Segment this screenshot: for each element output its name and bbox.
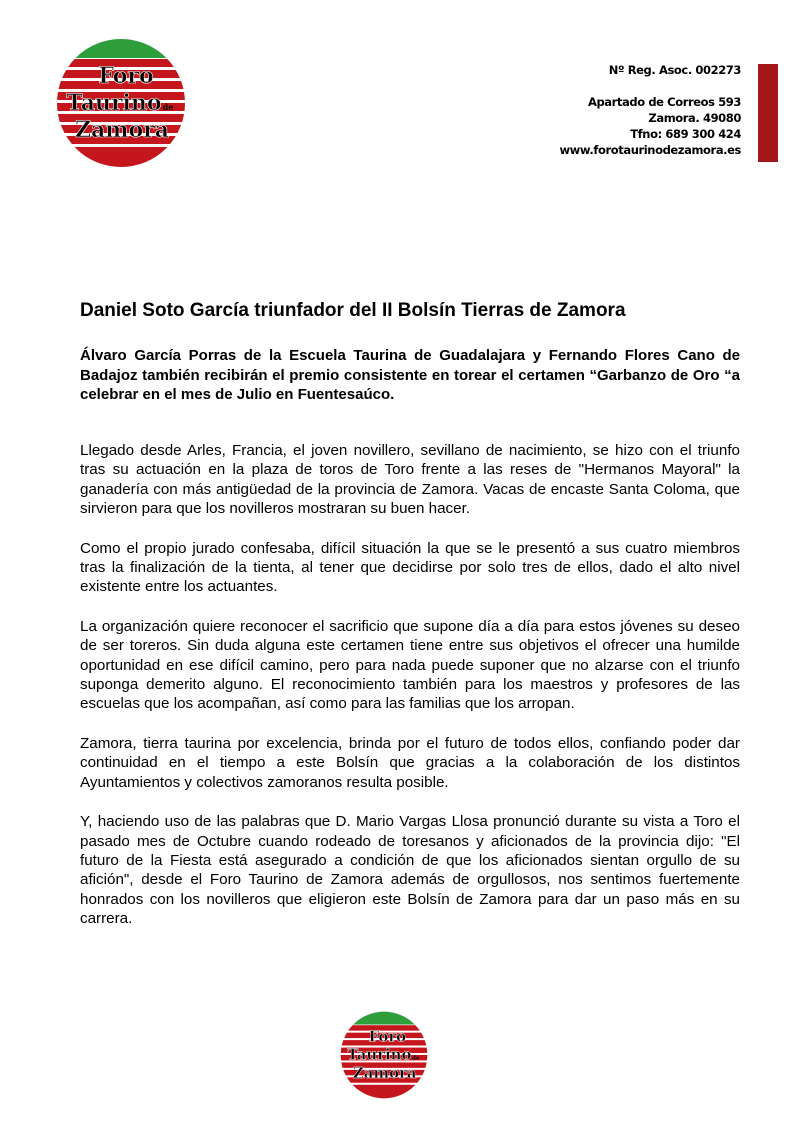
logo-footer-line3: Zamora (352, 1064, 417, 1083)
article-paragraph: La organización quiere reconocer el sacrificio que supone día a día para estos jóvenes su deseo de ser toreros. Sin duda alguna este certamen tiene entre sus objetivos el ofrecer una humilde oportunidad en ese difícil camino, pero para nada puede suponer que no alzarse con el triunfo suponga demerito alguno. El reconocimiento también para los maestros y profesores de las escuelas que los acompañan, así como para las familias que los arropan. (80, 617, 740, 713)
article-paragraph: Llegado desde Arles, Francia, el joven novillero, sevillano de nacimiento, se hizo con el triunfo tras su actuación en la plaza de toros de Toro frente a las reses de "Hermanos Mayoral" la ganadería con más antigüedad de la provincia de Zamora. Vacas de encaste Santa Coloma, que sirvieron para que los novilleros mostraran su buen hacer. (80, 442, 740, 518)
logo-line2-suffix: de (162, 102, 174, 112)
accent-side-bar (758, 64, 778, 162)
website-link[interactable]: www.forotaurinodezamora.es (559, 143, 741, 157)
logo-footer-line2-suffix: de (412, 1055, 420, 1062)
contact-info (559, 62, 741, 158)
logo-line2: Taurino (66, 90, 162, 116)
logo-footer-line2: Taurino (347, 1045, 412, 1064)
article-title: Daniel Soto García triunfador del II Bolsín Tierras de Zamora (80, 300, 626, 321)
postal-address: Apartado de Correos 593 (587, 95, 741, 109)
logo-footer-line1: Foro (368, 1027, 407, 1046)
logo-emblem (56, 38, 186, 168)
article-paragraph: Y, haciendo uso de las palabras que D. Mario Vargas Llosa pronunció durante su vista a Toro el pasado mes de Octubre cuando rodeado de toresanos y aficionados de la provincia dijo: "El futuro de la Fiesta está asegurado a condición de que los aficionados sientan orgullo de su afición", desde el Foro Taurino de Zamora además de orgullosos, nos sentimos fuertemente honrados con los novilleros que eligieron este Bolsín de Zamora para dar un paso más en su carrera. (80, 813, 740, 928)
logo-line1: Foro (98, 63, 154, 89)
phone-number: Tfno: 689 300 424 (630, 127, 741, 141)
article-body (80, 441, 740, 949)
article-paragraph: Como el propio jurado confesaba, difícil situación la que se le presentó a sus cuatro miembros tras la finalización de la tienta, al tener que decidirse por solo tres de ellos, dado el alto nivel existente entre los actuantes. (80, 539, 740, 596)
foro-taurino-logo (56, 38, 186, 168)
article-subtitle: Álvaro García Porras de la Escuela Taurina de Guadalajara y Fernando Flores Cano de Badajoz también recibirán el premio consistente en torear el certamen “Garbanzo de Oro “a celebrar en el mes de Julio en Fuentesaúco. (80, 347, 740, 403)
foro-taurino-logo-footer (340, 1011, 428, 1099)
city-postcode: Zamora. 49080 (648, 111, 741, 125)
logo-line3: Zamora (74, 117, 170, 143)
registration-number: Nº Reg. Asoc. 002273 (608, 63, 741, 77)
logo-emblem-footer (340, 1011, 428, 1099)
article-paragraph: Zamora, tierra taurina por excelencia, brinda por el futuro de todos ellos, confiando poder dar continuidad en el tiempo a este Bolsín que gracias a la colaboración de los distintos Ayuntamientos y colectivos zamoranos resulta posible. (80, 734, 740, 791)
